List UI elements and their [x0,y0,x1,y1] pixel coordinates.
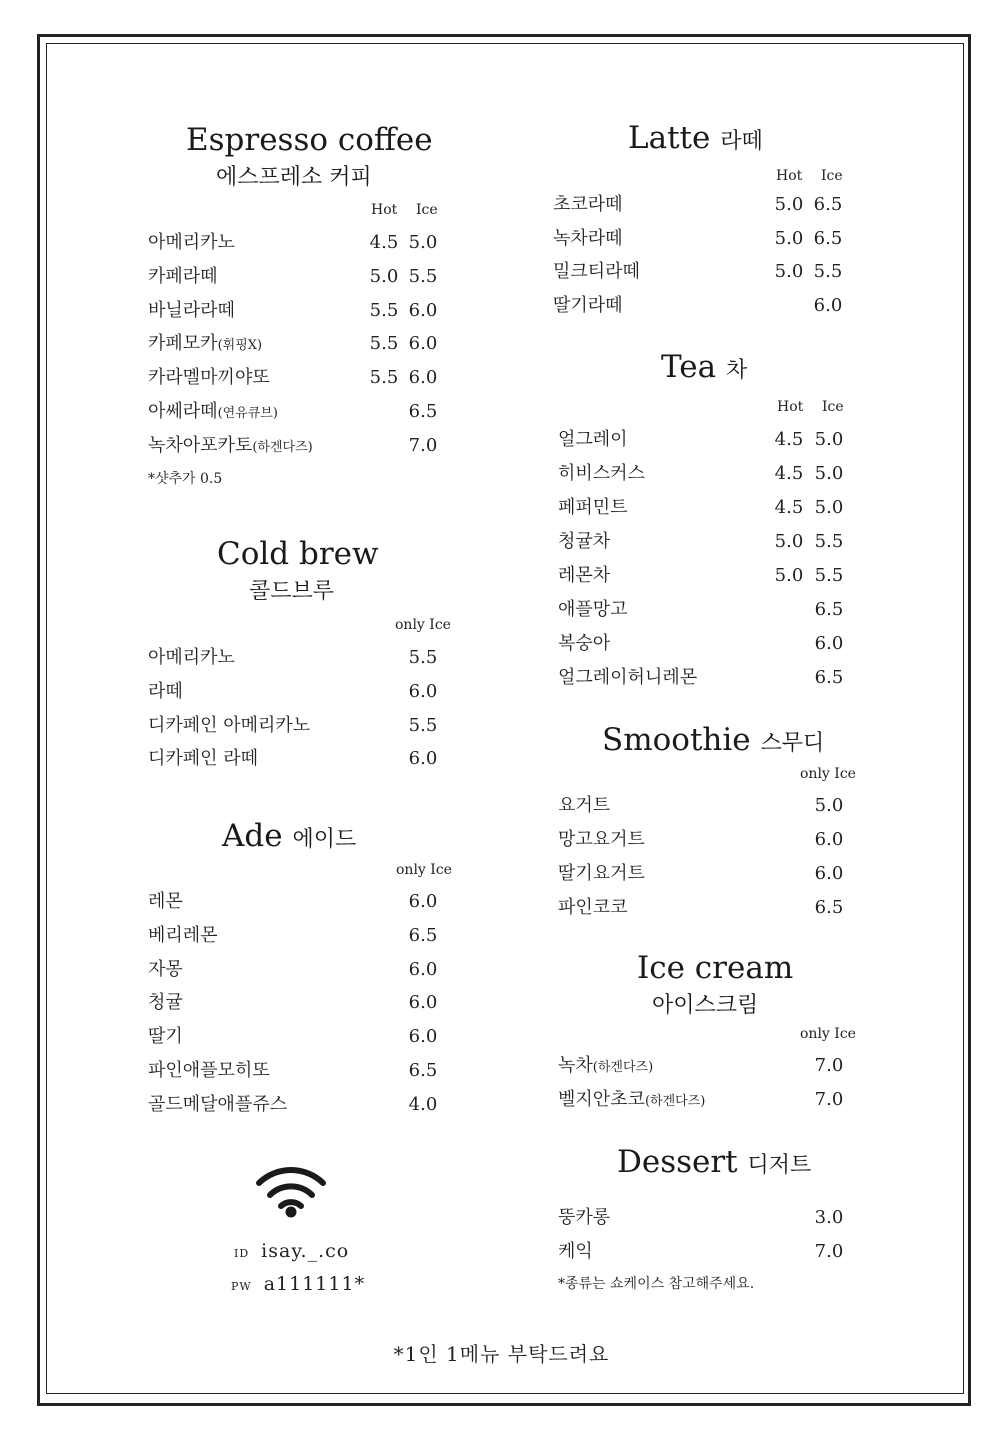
menu-item-name: 베리레몬 [148,925,218,946]
menu-item-price: 3.0 [814,1207,844,1228]
coldbrew-subtitle: 콜드브루 [249,579,335,604]
menu-item-price: 6.0 [408,681,438,702]
menu-item-hot-price: 5.0 [774,228,804,249]
menu-item-name: 카라멜마끼야또 [148,367,270,388]
menu-item-name: 아메리카노 [148,232,235,253]
dessert-title-ko: 디저트 [747,1153,812,1178]
menu-item-name: 히비스커스 [558,463,645,484]
menu-item-hot-price: 5.5 [369,300,399,321]
menu-item-ice-price: 6.5 [814,667,844,688]
smoothie-title-ko: 스무디 [760,731,825,756]
tea-hot-header: Hot [777,399,804,415]
menu-item-ice-price: 5.5 [813,261,843,282]
ade-title-ko: 에이드 [292,827,357,852]
menu-item-ice-price: 5.0 [814,463,844,484]
menu-item-name: 뚱카롱 [558,1207,611,1228]
espresso-title: Espresso coffee [186,122,433,158]
latte-title [628,120,763,160]
menu-item-price: 7.0 [814,1055,844,1076]
menu-item-name: 밀크티라떼 [553,261,640,282]
menu-item [148,890,468,916]
menu-item-ice-price: 5.5 [814,531,844,552]
menu-item-name: 디카페인 라떼 [148,748,259,769]
tea-title-ko: 차 [725,358,748,383]
menu-item [558,462,878,488]
menu-item-name-text: 카페모카 [148,333,218,354]
menu-item-ice-price: 6.0 [814,633,844,654]
menu-item [148,1093,468,1119]
menu-item-hot-price: 5.0 [774,531,804,552]
menu-item [148,958,468,984]
menu-item [148,680,468,706]
menu-item [553,260,873,286]
smoothie-title [602,722,824,762]
menu-item [148,714,468,740]
menu-item [148,366,468,392]
menu-item-hot-price: 4.5 [369,232,399,253]
menu-item-ice-price: 6.5 [813,228,843,249]
espresso-footnote: *샷추가 0.5 [148,471,223,487]
menu-item [553,294,873,320]
wifi-pw-label: PW [231,1280,252,1293]
menu-item [558,598,878,624]
menu-item [148,299,468,325]
espresso-hot-header: Hot [371,202,398,218]
menu-item-name [558,1054,653,1080]
menu-item-name [148,332,262,358]
menu-item-name: 딸기라떼 [553,295,623,316]
menu-item-name: 페퍼민트 [558,497,628,518]
menu-item [148,400,468,426]
latte-ice-header: Ice [821,168,843,184]
menu-item-note: (하겐다즈) [592,1060,654,1075]
latte-title-ko: 라떼 [720,129,763,154]
menu-item-name: 레몬 [148,891,183,912]
icecream-title: Ice cream [637,950,794,986]
menu-item-name-text: 아쎄라떼 [148,401,218,422]
menu-item-hot-price: 4.5 [774,463,804,484]
menu-item-price: 6.5 [814,897,844,918]
menu-item-name-text: 녹차아포카토 [148,435,253,456]
menu-item-price: 6.0 [408,992,438,1013]
menu-item [558,666,878,692]
menu-item-ice-price: 5.0 [408,232,438,253]
menu-item-name: 망고요거트 [558,829,645,850]
menu-item [558,862,878,888]
menu-item-ice-price: 5.5 [814,565,844,586]
menu-item-price: 6.0 [408,748,438,769]
menu-item [148,332,468,358]
menu-item [558,530,878,556]
menu-item [558,428,878,454]
menu-item [558,828,878,854]
menu-item-name: 카페라떼 [148,266,218,287]
menu-item-ice-price: 5.0 [814,429,844,450]
menu-item-hot-price: 5.5 [369,367,399,388]
menu-item [148,924,468,950]
menu-item-name [148,400,278,426]
menu-item-name: 청귤 [148,992,183,1013]
latte-title-en: Latte [628,120,711,156]
menu-item-price: 4.0 [408,1094,438,1115]
menu-item-note: (하겐다즈) [644,1094,706,1109]
menu-item-name: 녹차라떼 [553,228,623,249]
menu-item-price: 7.0 [814,1089,844,1110]
menu-item-hot-price: 5.0 [774,565,804,586]
menu-item-ice-price: 7.0 [408,435,438,456]
tea-title [661,349,747,389]
menu-item-ice-price: 6.5 [408,401,438,422]
menu-item [558,496,878,522]
menu-item-name: 레몬차 [558,565,611,586]
menu-item-price: 7.0 [814,1241,844,1262]
espresso-subtitle: 에스프레소 커피 [216,165,372,190]
tea-ice-header: Ice [822,399,844,415]
latte-hot-header: Hot [776,168,803,184]
menu-item-price: 6.0 [408,1026,438,1047]
wifi-id-value: isay._.co [261,1240,350,1262]
menu-item [558,632,878,658]
menu-item-name [148,434,313,460]
menu-item [558,896,878,922]
menu-item-ice-price: 5.0 [814,497,844,518]
menu-item-name: 복숭아 [558,633,611,654]
menu-item-hot-price: 4.5 [774,497,804,518]
menu-item [558,1054,878,1080]
smoothie-title-en: Smoothie [602,722,751,758]
menu-item-price: 6.5 [408,1060,438,1081]
menu-item-note: (휘핑X) [217,338,263,353]
menu-item-hot-price: 5.5 [369,333,399,354]
menu-item-name: 얼그레이 [558,429,628,450]
menu-item-name: 파인애플모히또 [148,1060,270,1081]
menu-item [553,193,873,219]
menu-item-hot-price: 5.0 [774,194,804,215]
menu-item-name: 자몽 [148,959,183,980]
menu-item [558,1240,878,1266]
menu-item-price: 6.0 [814,829,844,850]
menu-item-name: 파인코코 [558,897,628,918]
menu-item-name [558,1088,705,1114]
tea-title-en: Tea [661,349,717,385]
menu-item-name: 딸기 [148,1026,183,1047]
menu-item-hot-price: 5.0 [369,266,399,287]
menu-item [148,434,468,460]
menu-item-name: 애플망고 [558,599,628,620]
menu-item [148,265,468,291]
menu-item-hot-price: 4.5 [774,429,804,450]
menu-item-price: 6.0 [814,863,844,884]
menu-item-price: 5.5 [408,715,438,736]
menu-item-name: 얼그레이허니레몬 [558,667,698,688]
menu-item-name: 청귤차 [558,531,611,552]
menu-item [148,1059,468,1085]
ade-only-ice-header: only Ice [396,862,452,878]
menu-item-name: 아메리카노 [148,647,235,668]
menu-item [148,646,468,672]
menu-item-ice-price: 6.0 [813,295,843,316]
menu-item [553,227,873,253]
menu-item [558,1088,878,1114]
wifi-id [234,1240,349,1262]
menu-item-name: 초코라떼 [553,194,623,215]
icecream-only-ice-header: only Ice [800,1026,856,1042]
menu-item-note: (하겐다즈) [252,440,313,455]
menu-item [148,1025,468,1051]
menu-item [558,1206,878,1232]
smoothie-only-ice-header: only Ice [800,766,856,782]
menu-item-hot-price: 5.0 [774,261,804,282]
menu-item-name: 라떼 [148,681,183,702]
ade-title [222,818,356,858]
menu-item-ice-price: 6.0 [408,367,438,388]
menu-item-ice-price: 6.0 [408,333,438,354]
menu-item [148,747,468,773]
footer-notice: *1인 1메뉴 부탁드려요 [393,1342,610,1366]
menu-item-price: 6.5 [408,925,438,946]
ade-title-en: Ade [222,818,283,854]
wifi-icon [255,1163,327,1219]
wifi-id-label: ID [234,1247,250,1260]
espresso-ice-header: Ice [416,202,438,218]
menu-item-price: 6.0 [408,959,438,980]
wifi-pw [231,1273,365,1295]
menu-item-ice-price: 6.0 [408,300,438,321]
menu-item-ice-price: 6.5 [813,194,843,215]
coldbrew-only-ice-header: only Ice [395,617,451,633]
menu-item-name: 디카페인 아메리카노 [148,715,311,736]
icecream-subtitle: 아이스크림 [652,993,759,1018]
menu-item-price: 5.0 [814,795,844,816]
menu-item [558,564,878,590]
dessert-footnote: *종류는 쇼케이스 참고해주세요. [558,1276,755,1292]
menu-item-note: (연유큐브) [217,406,278,421]
menu-item-ice-price: 6.5 [814,599,844,620]
dessert-title-en: Dessert [617,1144,738,1180]
coldbrew-title: Cold brew [217,536,379,572]
menu-item-name: 케익 [558,1241,593,1262]
menu-item-name: 골드메달애플쥬스 [148,1094,288,1115]
menu-item-price: 5.5 [408,647,438,668]
menu-item-ice-price: 5.5 [408,266,438,287]
menu-item-name: 딸기요거트 [558,863,645,884]
dessert-title [617,1144,811,1184]
wifi-pw-value: a111111* [263,1273,366,1295]
menu-item [148,231,468,257]
menu-item [558,794,878,820]
menu-item-name: 요거트 [558,795,611,816]
menu-item-name: 바닐라라떼 [148,300,235,321]
menu-item-price: 6.0 [408,891,438,912]
menu-item-name-text: 벨지안초코 [558,1089,645,1110]
menu-item [148,991,468,1017]
menu-item-name-text: 녹차 [558,1055,593,1076]
